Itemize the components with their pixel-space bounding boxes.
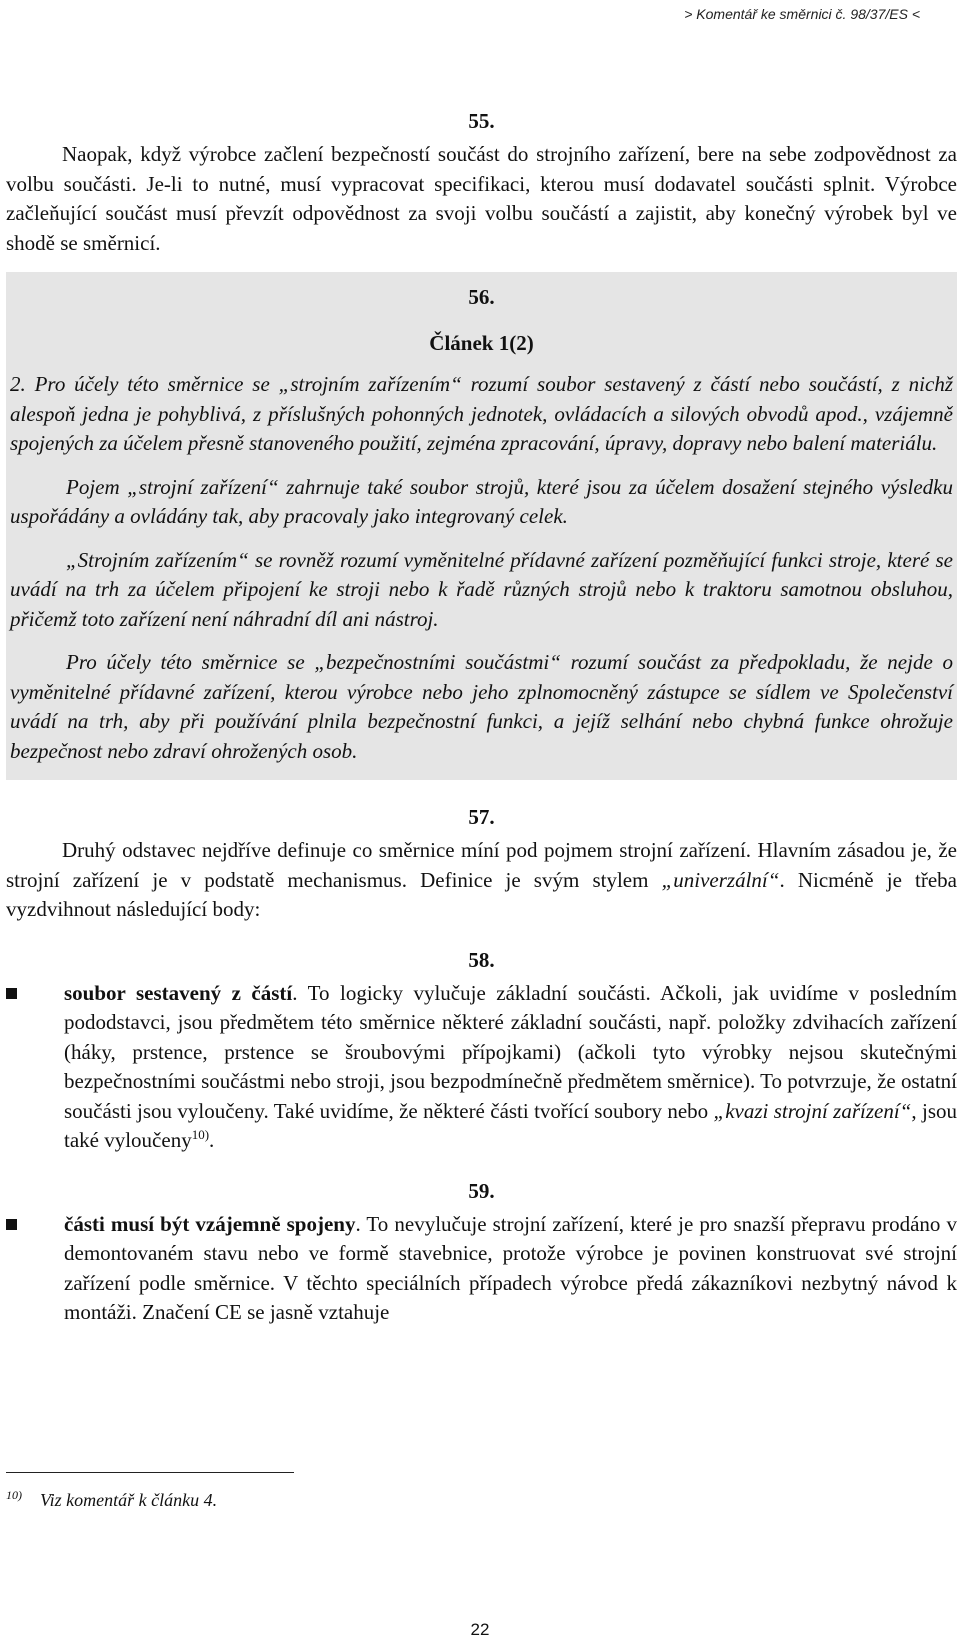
bullet-58-text-c: .	[209, 1128, 215, 1152]
paragraph-57-text-a: Druhý odstavec nejdříve definuje co směrnice míní pod pojmem strojní zařízení. Hlavním zásadou je, že strojní zařízení je v podstatě mechanismus. Definice je svým stylem	[6, 838, 957, 892]
article-paragraph-3: „Strojním zařízením“ se rovněž rozumí vyměnitelné přídavné zařízení pozměňující funkci stroje, které se uvádí na trh za účelem připojení ke stroji nebo k řadě různých strojů nebo k traktoru samotnou obsluhou, přičemž toto zařízení není náhradní díl ani nástroj.	[10, 547, 953, 631]
bullet-item-59	[6, 1210, 957, 1328]
paragraph-57	[6, 836, 957, 925]
page-body	[6, 108, 957, 1328]
quoted-article-box	[6, 272, 957, 780]
paragraph-number-58: 58.	[468, 947, 495, 972]
footnote-mark: 10)	[6, 1488, 22, 1502]
paragraph-55: Naopak, když výrobce začlení bezpečností součást do strojního zařízení, bere na sebe zodpovědnost za volbu součásti. Je-li to nutné, musí vypracovat specifikaci, kterou musí dodavatel součásti splnit. Výrobce začleňující součást musí převzít odpovědnost za svoji volbu součástí a zajistit, aby konečný výrobek byl ve shodě se směrnicí.	[6, 142, 957, 255]
running-header: > Komentář ke směrnici č. 98/37/ES <	[684, 6, 920, 22]
article-paragraph-2: Pojem „strojní zařízení“ zahrnuje také soubor strojů, které jsou za účelem dosažení stejného výsledku uspořádány a ovládány tak, aby pracovaly jako integrovaný celek.	[10, 474, 953, 528]
bullet-square-icon	[6, 988, 17, 999]
bullet-59-text: . To nevylučuje strojní zařízení, které je pro snazší přepravu prodáno v demontovaném stavu nebo ve formě stavebnice, protože výrobce je povinen konstruovat své strojní zařízení podle směrnice. V těchto speciálních případech výrobce předá zákazníkovi nezbytný návod k montáži. Značení CE se jasně vztahuje	[64, 1211, 957, 1324]
bullet-58-text-b: , jsou také vyloučeny	[64, 1098, 957, 1152]
bullet-square-icon	[6, 1219, 17, 1230]
page-number: 22	[470, 1620, 490, 1639]
footnote	[6, 1490, 217, 1511]
footnote-text: Viz komentář k článku 4.	[40, 1490, 218, 1510]
bullet-item-58	[6, 979, 957, 1156]
paragraph-number-59: 59.	[468, 1178, 495, 1203]
paragraph-57-text-b: . Nicméně je třeba vyzdvihnout následující body:	[6, 867, 958, 921]
article-title: Článek 1(2)	[429, 331, 534, 355]
article-paragraph-4: Pro účely této směrnice se „bezpečnostními součástmi“ rozumí součást za předpokladu, že nejde o vyměnitelné přídavné zařízení, kterou výrobce nebo jeho zplnomocněný zástupce se sídlem ve Společenství uvádí na trh, aby při používání plnila bezpečnostní funkci, a jejíž selhání nebo chybná funkce ohrožuje bezpečnost nebo zdraví ohrožených osob.	[10, 650, 953, 763]
bullet-59-bold: části musí být vzájemně spojeny	[64, 1211, 356, 1236]
paragraph-number-57: 57.	[468, 805, 495, 829]
bullet-58-emphasis: „kvazi strojní zařízení“	[713, 1098, 912, 1123]
paragraph-number-56: 56.	[468, 285, 495, 309]
paragraph-number-55: 55.	[468, 109, 495, 133]
bullet-58-bold: soubor sestavený z částí	[64, 980, 293, 1005]
article-paragraph-1: 2. Pro účely této směrnice se „strojním zařízením“ rozumí soubor sestavený z částí nebo součástí, z nichž alespoň jedna je pohyblivá, z příslušných pohonných jednotek, ovládacích a silových obvodů apod., vzájemně spojených za účelem přesně stanoveného použití, zejména zpracování, úpravy, dopravy nebo balení materiálu.	[10, 372, 953, 455]
footnote-reference: 10)	[191, 1127, 210, 1142]
paragraph-57-emphasis: „univerzální“	[661, 867, 780, 892]
footnote-divider	[6, 1472, 294, 1473]
bullet-58-text-a: . To logicky vylučuje základní součásti. Ačkoli, jak uvidíme v posledním pododstavci, jsou předmětem této směrnice některé základní součásti, např. položky zdvihacích zařízení (háky, prstence, prstence se šroubovými přípojkami) (ačkoli tyto výrobky nejsou skutečnými bezpečnostními součástmi nebo stroji, jsou bezpodmínečně předmětem směrnice). To potvrzuje, že ostatní součásti jsou vyloučeny. Také uvidíme, že některé části tvořící soubory nebo	[64, 980, 957, 1123]
